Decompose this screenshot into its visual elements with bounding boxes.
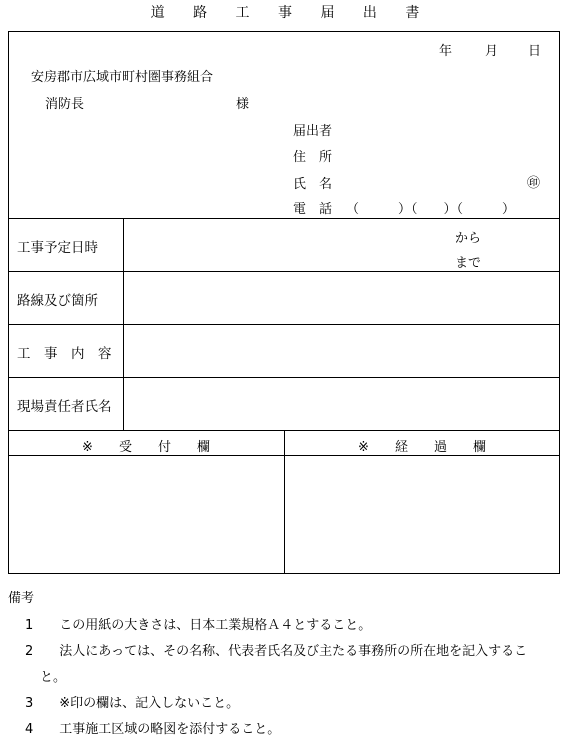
seal-mark: ㊞ [527,176,541,191]
phone-label: 電 話 [293,202,333,217]
addressee-title: 消防長 [45,97,85,112]
honorific: 様 [236,97,250,112]
addressee-organization: 安房郡市広域市町村圏事務組合 [31,70,214,85]
schedule-from-label: から [455,231,482,246]
row-divider [8,218,560,219]
schedule-to-label: まで [455,256,482,271]
row-divider [8,271,560,272]
row-label-site-manager: 現場責任者氏名 [17,399,112,415]
row-label-work-content: 工 事 内 容 [17,346,112,362]
notes-heading: 備考 [8,591,35,606]
phone-format: （ ）（ ）（ ） [346,202,516,217]
date-day-label: 日 [528,44,542,59]
date-year-label: 年 [439,44,453,59]
document-title: 道 路 工 事 届 出 書 [150,5,432,21]
row-label-schedule: 工事予定日時 [17,240,98,256]
note-item: 3 ※印の欄は、記入しないこと。 [25,696,240,711]
label-column-divider [123,218,124,430]
note-item: 2 法人にあっては、その名称、代表者氏名及び主たる事務所の所在地を記入するこ [25,644,528,659]
row-divider [8,377,560,378]
name-label: 氏 名 [293,177,333,192]
received-column-header: ※ 受 付 欄 [82,440,210,455]
progress-column-header: ※ 経 過 欄 [358,440,486,455]
date-month-label: 月 [485,44,499,59]
row-label-route: 路線及び箇所 [17,293,98,309]
address-label: 住 所 [293,150,333,165]
applicant-label: 届出者 [293,124,333,139]
row-divider [8,324,560,325]
note-item: 1 この用紙の大きさは、日本工業規格Ａ４とすること。 [25,618,372,633]
note-item-continuation: と。 [40,670,67,685]
note-item: 4 工事施工区域の略図を添付すること。 [25,722,281,737]
